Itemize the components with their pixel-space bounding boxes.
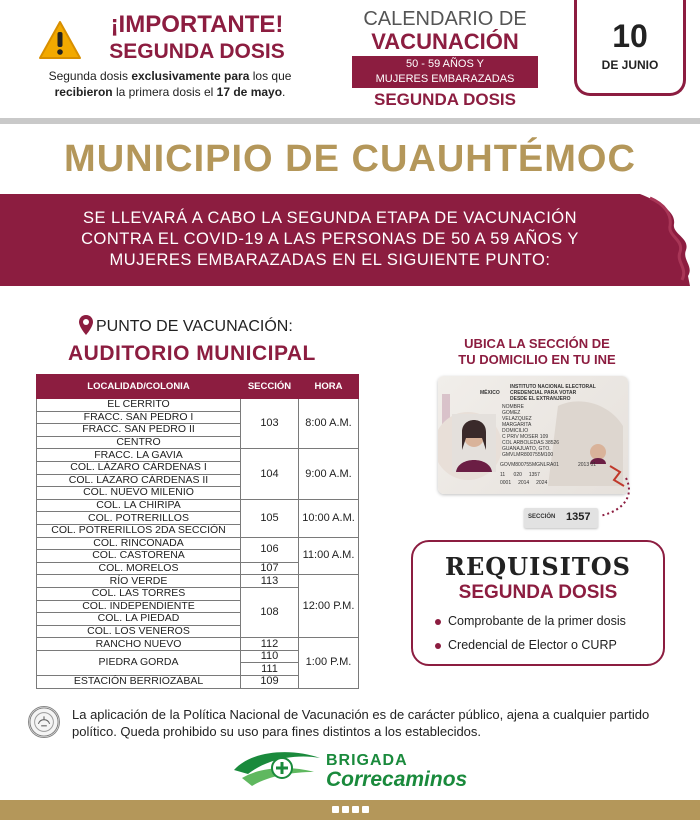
localidad-cell: RANCHO NUEVO bbox=[37, 638, 241, 651]
bullet-icon bbox=[435, 619, 441, 625]
ine-country: MÉXICO bbox=[480, 390, 500, 396]
hora-cell: 12:00 P.M. bbox=[299, 575, 359, 638]
seccion-badge-value: 1357 bbox=[566, 511, 591, 523]
localidad-cell: CENTRO bbox=[37, 436, 241, 449]
warning-icon bbox=[38, 20, 82, 60]
brigada-label: BRIGADA bbox=[326, 752, 408, 769]
localidad-cell: COL. LÁZARO CÁRDENAS I bbox=[37, 461, 241, 474]
header-hora: HORA bbox=[299, 375, 359, 399]
table-row bbox=[37, 399, 359, 412]
ine-row-values: 11 020 1357 bbox=[500, 472, 540, 478]
seccion-cell: 105 bbox=[241, 499, 299, 537]
hora-cell: 11:00 A.M. bbox=[299, 537, 359, 575]
seccion-cell: 109 bbox=[241, 676, 299, 689]
instagram-icon[interactable] bbox=[352, 806, 359, 813]
ine-institute: INSTITUTO NACIONAL ELECTORAL CREDENCIAL PARA VOTAR DESDE EL EXTRANJERO bbox=[510, 384, 596, 402]
ine-curp: GOVM800755MGNLRA01 bbox=[500, 462, 559, 468]
requisito-item: Comprobante de la primer dosis bbox=[435, 614, 626, 628]
hora-cell: 1:00 P.M. bbox=[299, 638, 359, 688]
localidad-cell: COL. LÁZARO CÁRDENAS II bbox=[37, 474, 241, 487]
localidad-cell: COL. MORELOS bbox=[37, 562, 241, 575]
table-row bbox=[37, 499, 359, 512]
localidad-cell: FRACC. LA GAVIA bbox=[37, 449, 241, 462]
header-divider bbox=[0, 118, 700, 124]
calendario-title: CALENDARIO DE bbox=[363, 8, 527, 30]
localidad-cell: COL. CASTORENA bbox=[37, 550, 241, 563]
seccion-cell: 110 bbox=[241, 650, 299, 663]
punto-name: AUDITORIO MUNICIPAL bbox=[68, 342, 316, 365]
header-localidad: LOCALIDAD/COLONIA bbox=[37, 375, 241, 399]
requisitos-title: REQUISITOS bbox=[445, 552, 631, 581]
date-box bbox=[574, 0, 686, 96]
facebook-icon[interactable] bbox=[332, 806, 339, 813]
requisitos-subtitle: SEGUNDA DOSIS bbox=[458, 582, 618, 603]
table-row bbox=[37, 449, 359, 462]
localidad-cell: COL. NUEVO MILENIO bbox=[37, 487, 241, 500]
importante-title: ¡IMPORTANTE! bbox=[110, 11, 284, 38]
ine-name-block: NOMBRE GOMEZ VELAZQUEZ MARGARITA DOMICILIO C PRIV MOSER 109 COL ARBOLEDAS 38526 GUANAJUATO, GTO. GMVLMR800755M100 bbox=[502, 404, 560, 458]
ubica-heading: UBICA LA SECCIÓN DE TU DOMICILIO EN TU INE bbox=[458, 336, 616, 367]
localidad-cell: ESTACIÓN BERRIOZÁBAL bbox=[37, 676, 241, 689]
punto-label: PUNTO DE VACUNACIÓN: bbox=[96, 318, 293, 335]
requisito-item: Credencial de Elector o CURP bbox=[435, 638, 617, 652]
politica-disclaimer: La aplicación de la Política Nacional de Vacunación es de carácter público, ajena a cualquier partido político. Queda prohibido su uso para fines distintos a los establecidos. bbox=[72, 707, 650, 739]
table-row bbox=[37, 638, 359, 651]
date-day: 10 bbox=[612, 18, 648, 54]
schedule-table bbox=[36, 374, 359, 689]
header bbox=[0, 0, 700, 118]
seccion-cell: 112 bbox=[241, 638, 299, 651]
seccion-cell: 103 bbox=[241, 399, 299, 449]
vacunacion-title: VACUNACIÓN bbox=[371, 29, 519, 54]
localidad-cell: COL. INDEPENDIENTE bbox=[37, 600, 241, 613]
seccion-cell: 111 bbox=[241, 663, 299, 676]
importante-note: Segunda dosis exclusivamente para los que recibieron la primera dosis el 17 de mayo. bbox=[48, 69, 292, 99]
municipio-title: MUNICIPIO DE CUAUHTÉMOC bbox=[64, 138, 636, 180]
localidad-cell: COL. LOS VENEROS bbox=[37, 625, 241, 638]
localidad-cell: FRACC. SAN PEDRO I bbox=[37, 411, 241, 424]
youtube-icon[interactable] bbox=[362, 806, 369, 813]
correcaminos-label: Correcaminos bbox=[326, 768, 468, 791]
table-row bbox=[37, 537, 359, 550]
localidad-cell: COL. POTRERILLOS bbox=[37, 512, 241, 525]
seccion-cell: 107 bbox=[241, 562, 299, 575]
age-group-box: 50 - 59 AÑOS Y MUJERES EMBARAZADAS bbox=[352, 56, 538, 88]
banner-text: SE LLEVARÁ A CABO LA SEGUNDA ETAPA DE VACUNACIÓN CONTRA EL COVID-19 A LAS PERSONAS DE 50 A 59 AÑOS Y MUJERES EMBARAZADAS EN EL SIGUIENTE PUNTO: bbox=[81, 209, 579, 269]
localidad-cell: COL. POTRERILLOS 2DA SECCIÓN bbox=[37, 524, 241, 537]
bullet-icon bbox=[435, 643, 441, 649]
seccion-cell: 113 bbox=[241, 575, 299, 588]
hora-cell: 10:00 A.M. bbox=[299, 499, 359, 537]
seccion-cell: 106 bbox=[241, 537, 299, 562]
segunda-dosis-label: SEGUNDA DOSIS bbox=[373, 90, 516, 109]
requisitos-box bbox=[411, 540, 665, 666]
localidad-cell: COL. LA PIEDAD bbox=[37, 613, 241, 626]
hora-cell: 9:00 A.M. bbox=[299, 449, 359, 499]
brigada-logo-icon bbox=[232, 744, 322, 790]
date-month: DE JUNIO bbox=[601, 58, 659, 72]
localidad-cell: COL. LA CHIRIPA bbox=[37, 499, 241, 512]
table-row bbox=[37, 575, 359, 588]
table-header-row bbox=[37, 375, 359, 399]
seccion-badge-label: SECCIÓN bbox=[528, 514, 556, 520]
ine-row-values-2: 0001 2014 2024 bbox=[500, 480, 548, 486]
social-icons bbox=[332, 806, 369, 813]
localidad-cell: PIEDRA GORDA bbox=[37, 650, 241, 675]
ine-year: 2013 01 bbox=[578, 462, 597, 468]
localidad-cell: RÍO VERDE bbox=[37, 575, 241, 588]
info-banner bbox=[0, 194, 700, 286]
hora-cell: 8:00 A.M. bbox=[299, 399, 359, 449]
segunda-dosis-subtitle: SEGUNDA DOSIS bbox=[109, 40, 285, 63]
national-seal-icon bbox=[28, 706, 60, 738]
seccion-badge bbox=[524, 508, 598, 528]
seccion-cell: 104 bbox=[241, 449, 299, 499]
twitter-icon[interactable] bbox=[342, 806, 349, 813]
header-seccion: SECCIÓN bbox=[241, 375, 299, 399]
seccion-cell: 108 bbox=[241, 587, 299, 637]
location-pin-icon bbox=[78, 314, 94, 336]
localidad-cell: COL. RINCONADA bbox=[37, 537, 241, 550]
localidad-cell: EL CERRITO bbox=[37, 399, 241, 412]
ine-pointer-dots bbox=[596, 476, 636, 520]
localidad-cell: FRACC. SAN PEDRO II bbox=[37, 424, 241, 437]
localidad-cell: COL. LAS TORRES bbox=[37, 587, 241, 600]
